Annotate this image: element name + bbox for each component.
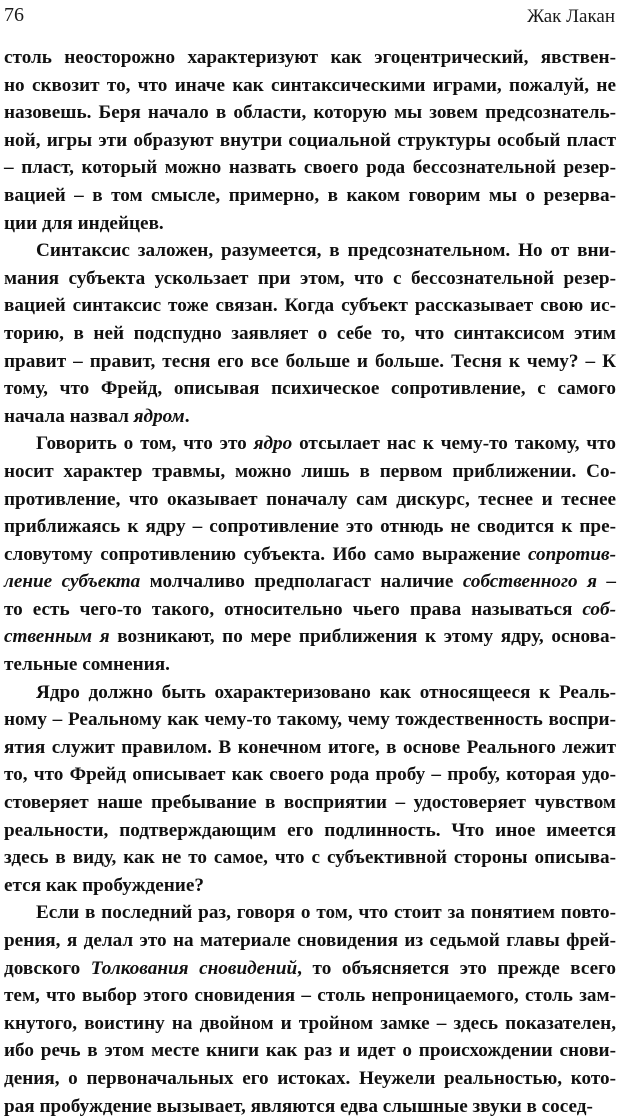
text-line bbox=[4, 1037, 616, 1065]
emphasized-text: сопротив- bbox=[527, 543, 616, 565]
text-line bbox=[4, 182, 616, 210]
text-segment: кнутого, воистину на двойном и тройном замке – здесь показателен, bbox=[4, 1012, 616, 1034]
text-line bbox=[4, 265, 616, 293]
text-line bbox=[4, 679, 616, 707]
text-line bbox=[4, 568, 616, 596]
text-line bbox=[4, 761, 616, 789]
text-segment: реальности, подтверждающим его подлинность. Что иное имеется bbox=[4, 819, 616, 841]
text-segment: довского bbox=[4, 957, 91, 979]
text-segment: вацией – в том смысле, примерно, в каком говорим мы о резерва- bbox=[4, 184, 616, 206]
emphasized-text: ление субъекта bbox=[4, 571, 141, 593]
text-segment: начала назвал bbox=[4, 405, 134, 427]
text-segment: мания субъекта ускользает при этом, что с бессознательной резер- bbox=[4, 267, 616, 289]
text-segment: но сквозит то, что иначе как синтаксическими играми, пожалуй, не bbox=[4, 74, 616, 96]
text-line bbox=[4, 1065, 616, 1093]
text-segment: . bbox=[184, 405, 190, 427]
text-segment: ции для индейцев. bbox=[4, 212, 164, 234]
emphasized-text: собственного я bbox=[462, 571, 597, 593]
paragraph bbox=[4, 899, 616, 1120]
emphasized-text: Толкования сновидений bbox=[90, 957, 298, 979]
text-line bbox=[4, 844, 616, 872]
text-segment: правит – правит, тесня его все больше и больше. Тесня к чему? – К bbox=[4, 350, 616, 372]
text-line bbox=[4, 872, 616, 900]
text-segment: то, что Фрейд описывает как своего рода пробу – пробу, которая удо- bbox=[4, 764, 616, 786]
text-line bbox=[4, 127, 616, 155]
body-text bbox=[4, 44, 616, 1120]
text-segment: тем, что выбор этого сновидения – столь непроницаемого, столь зам- bbox=[4, 985, 616, 1007]
text-segment: – bbox=[596, 571, 616, 593]
text-line bbox=[4, 927, 616, 955]
page-number: 76 bbox=[4, 4, 24, 26]
text-line bbox=[4, 210, 616, 238]
text-line bbox=[4, 734, 616, 762]
text-line bbox=[4, 541, 616, 569]
paragraph bbox=[4, 44, 616, 237]
text-segment: Если в последний раз, говоря о том, что стоит за понятием повто- bbox=[36, 902, 616, 924]
text-segment: рения, я делал это на материале сновидения из седьмой главы фрей- bbox=[4, 930, 616, 951]
text-line bbox=[4, 623, 616, 651]
text-segment: здесь в виду, как не то самое, что с субъективной стороны описыва- bbox=[4, 847, 616, 869]
text-segment: тельные сомнения. bbox=[4, 654, 170, 676]
text-line bbox=[4, 44, 616, 72]
text-segment: ется как пробуждение? bbox=[4, 874, 204, 896]
emphasized-text: ядром bbox=[133, 405, 185, 427]
text-line bbox=[4, 596, 616, 624]
paragraph bbox=[4, 237, 616, 430]
text-segment: Ядро должно быть охарактеризовано как относящееся к Реаль- bbox=[36, 681, 616, 703]
text-line bbox=[4, 403, 616, 431]
text-line bbox=[4, 817, 616, 845]
text-segment: ятия служит правилом. В конечном итоге, в основе Реального лежит bbox=[4, 736, 616, 758]
text-line bbox=[4, 320, 616, 348]
text-line bbox=[4, 955, 616, 983]
text-line bbox=[4, 486, 616, 514]
text-line bbox=[4, 375, 616, 403]
text-line bbox=[4, 72, 616, 100]
text-segment: молчаливо предполагаст наличие bbox=[140, 571, 463, 593]
text-segment: назовешь. Беря начало в области, которую мы зовем предсознатель- bbox=[4, 102, 616, 124]
paragraph bbox=[4, 679, 616, 900]
text-segment: Синтаксис заложен, разумеется, в предсознательном. Но от вни- bbox=[36, 240, 616, 262]
text-line bbox=[4, 292, 616, 320]
paragraph bbox=[4, 430, 616, 678]
text-line bbox=[4, 237, 616, 265]
text-segment: , то объясняется это прежде всего bbox=[297, 957, 616, 979]
text-segment: столь неосторожно характеризуют как эгоцентрический, явствен- bbox=[4, 47, 616, 68]
text-segment: вацией синтаксис тоже связан. Когда субъект рассказывает свою ис- bbox=[4, 295, 616, 317]
text-segment: стоверяет наше пребывание в восприятии – удостоверяет чувством bbox=[4, 792, 616, 814]
text-line bbox=[4, 789, 616, 817]
text-line bbox=[4, 513, 616, 541]
text-line bbox=[4, 899, 616, 927]
text-line bbox=[4, 348, 616, 376]
text-segment: приближаясь к ядру – сопротивление это отнюдь не сводится к пре- bbox=[4, 516, 616, 538]
text-line bbox=[4, 430, 616, 458]
text-segment: отсылает нас к чему-то такому, что bbox=[292, 433, 616, 455]
text-segment: ной, игры эти образуют внутри социальной структуры особый пласт bbox=[4, 129, 616, 151]
text-line bbox=[4, 982, 616, 1010]
text-line bbox=[4, 706, 616, 734]
text-segment: ному – Реальному как чему-то такому, чему тождественность воспри- bbox=[4, 709, 616, 731]
text-line bbox=[4, 458, 616, 486]
text-segment: торию, в ней подспудно заявляет о себе то, что синтаксисом этим bbox=[4, 322, 616, 344]
emphasized-text: соб- bbox=[582, 598, 616, 620]
text-line bbox=[4, 651, 616, 679]
text-line bbox=[4, 154, 616, 182]
text-segment: рая пробуждение вызывает, являются едва слышные звуки в сосед- bbox=[4, 1095, 593, 1117]
text-line bbox=[4, 1093, 616, 1120]
text-segment: тому, что Фрейд, описывая психическое сопротивление, с самого bbox=[4, 378, 616, 400]
text-segment: носит характер травмы, можно лишь в первом приближении. Со- bbox=[4, 460, 616, 482]
text-segment: дения, о первоначальных его истоках. Неужели реальностью, кото- bbox=[4, 1067, 616, 1089]
text-segment: Говорить о том, что это bbox=[36, 433, 254, 455]
text-segment: – пласт, который можно назвать своего рода бессознательной резер- bbox=[4, 157, 616, 179]
text-segment: словутому сопротивлению субъекта. Ибо само выражение bbox=[4, 543, 528, 565]
running-head: Жак Лакан bbox=[527, 6, 615, 27]
text-line bbox=[4, 1010, 616, 1038]
text-segment: то есть чего-то такого, относительно чьего права называться bbox=[4, 598, 583, 620]
text-segment: ибо речь в этом месте книги как раз и идет о происхождении снови- bbox=[4, 1040, 616, 1062]
text-segment: возникают, по мере приближения к этому ядру, основа- bbox=[109, 626, 616, 648]
emphasized-text: ядро bbox=[253, 433, 293, 455]
text-segment: противление, что оказывает поначалу сам дискурс, теснее и теснее bbox=[4, 488, 616, 510]
emphasized-text: ственным я bbox=[4, 626, 110, 648]
text-line bbox=[4, 99, 616, 127]
